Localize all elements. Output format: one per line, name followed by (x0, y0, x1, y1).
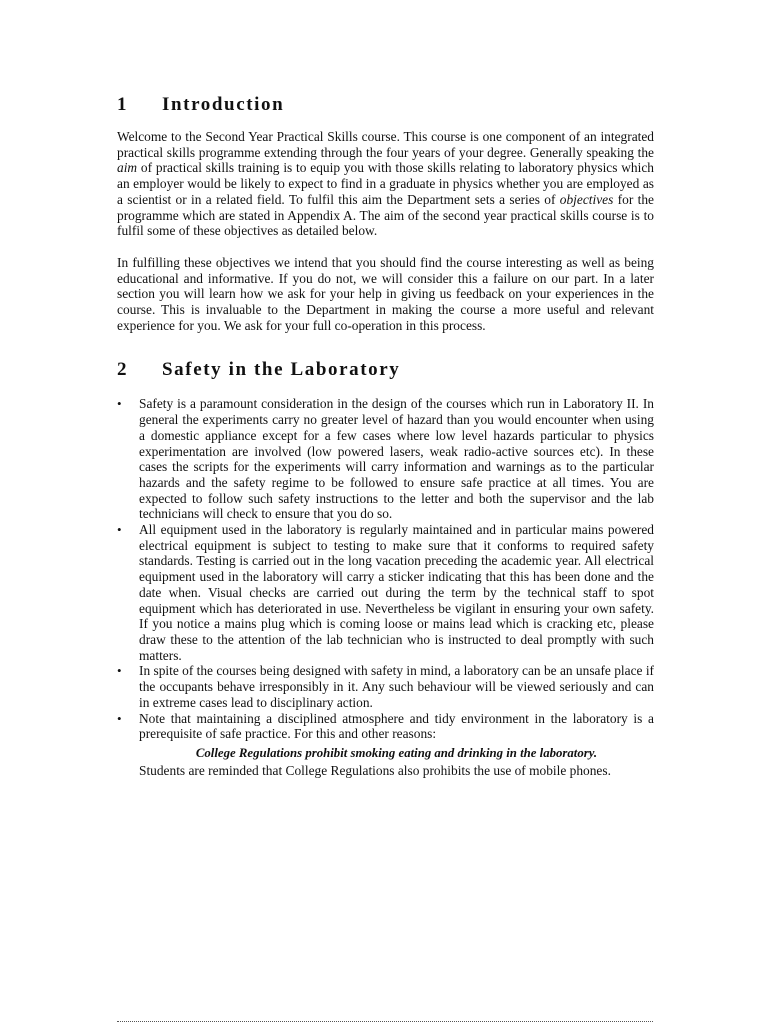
intro-text-b: of practical skills training is to equip you with those skills relating to laboratory physics which an employer would be likely to expect to find in a graduate in physics whether you are employed as a scientist or in a related field. To fulfil this aim the Department sets a series of (117, 160, 654, 207)
bullet-icon: • (117, 396, 122, 412)
section-number: 2 (117, 359, 129, 381)
section-title: Safety in the Laboratory (162, 359, 401, 381)
document-page (117, 94, 654, 779)
bullet-icon: • (117, 522, 122, 538)
emphasis-objectives: objectives (559, 191, 614, 207)
list-item (117, 522, 654, 663)
footer-divider (117, 1021, 653, 1022)
list-item (117, 396, 654, 522)
bullet-text: All equipment used in the laboratory is regularly maintained and in particular mains powered electrical equipment is subject to testing to make sure that it conforms to required safety standards. Testing is carried out in the long vacation preceding the academic year. All electrical equipment used in the laboratory will carry a sticker indicating that this has been done and the date when. Visual checks are carried out during the term by the technical staff to spot equipment which has deteriorated in use. Nevertheless be vigilant in ensuring your own safety. If you notice a mains plug which is coming loose or mains lead which is cracking etc, please draw these to the attention of the lab technician who is instructed to deal promptly with such matters. (139, 522, 654, 663)
intro-text-c: for the programme which are stated in Appendix A. The aim of the second year practical skills course is to fulfil some of these objectives as detailed below. (117, 191, 655, 239)
section-introduction (117, 94, 654, 333)
list-item (117, 663, 654, 710)
section-heading-safety (117, 359, 654, 381)
bullet-text: Note that maintaining a disciplined atmosphere and tidy environment in the laboratory is a prerequisite of safe practice. For this and other reasons: (139, 710, 654, 742)
bullet-text: In spite of the courses being designed with safety in mind, a laboratory can be an unsafe place if the occupants behave irresponsibly in it. Any such behaviour will be viewed seriously and can in extreme cases lead to disciplinary action. (139, 663, 654, 710)
intro-paragraph-1 (117, 129, 654, 239)
section-heading-introduction (117, 94, 654, 116)
section-safety (117, 359, 654, 778)
intro-text-a: Welcome to the Second Year Practical Skills course. This course is one component of an integrated practical skills programme extending through the four years of your degree. Generally speaking the (117, 129, 654, 160)
safety-bullet-list (117, 396, 654, 741)
list-item (117, 711, 654, 742)
intro-paragraph-2: In fulfilling these objectives we intend that you should find the course interesting as well as being educational and informative. If you do not, we will consider this a failure on our part. In a later section you will learn how we ask for your help in giving us feedback on your experiences in the course. This is invaluable to the Department in making the course a more useful and relevant experience for you. We ask for your full co-operation in this process. (117, 254, 654, 333)
section-number: 1 (117, 94, 129, 115)
bullet-icon: • (117, 710, 122, 726)
bullet-icon: • (117, 663, 122, 679)
section-title: Introduction (162, 94, 285, 115)
bullet-text: Safety is a paramount consideration in the design of the courses which run in Laboratory II. In general the experiments carry no greater level of hazard than you would encounter when using a domestic appliance except for a few cases where low level hazards particular to physics experimentation are involved (low powered lasers, weak radio-active sources etc). In these cases the scripts for the experiments will carry information and warnings as to the particular hazards and the safety regime to be followed to ensure safe practice at all times. You are expected to follow such safety instructions to the letter and both the supervisor and the lab technicians will check to ensure that you do so. (139, 396, 654, 522)
mobile-phones-note: Students are reminded that College Regulations also prohibits the use of mobile phones. (139, 762, 611, 778)
college-regulation-notice: College Regulations prohibit smoking eating and drinking in the laboratory. (195, 745, 598, 760)
emphasis-aim: aim (117, 160, 138, 176)
